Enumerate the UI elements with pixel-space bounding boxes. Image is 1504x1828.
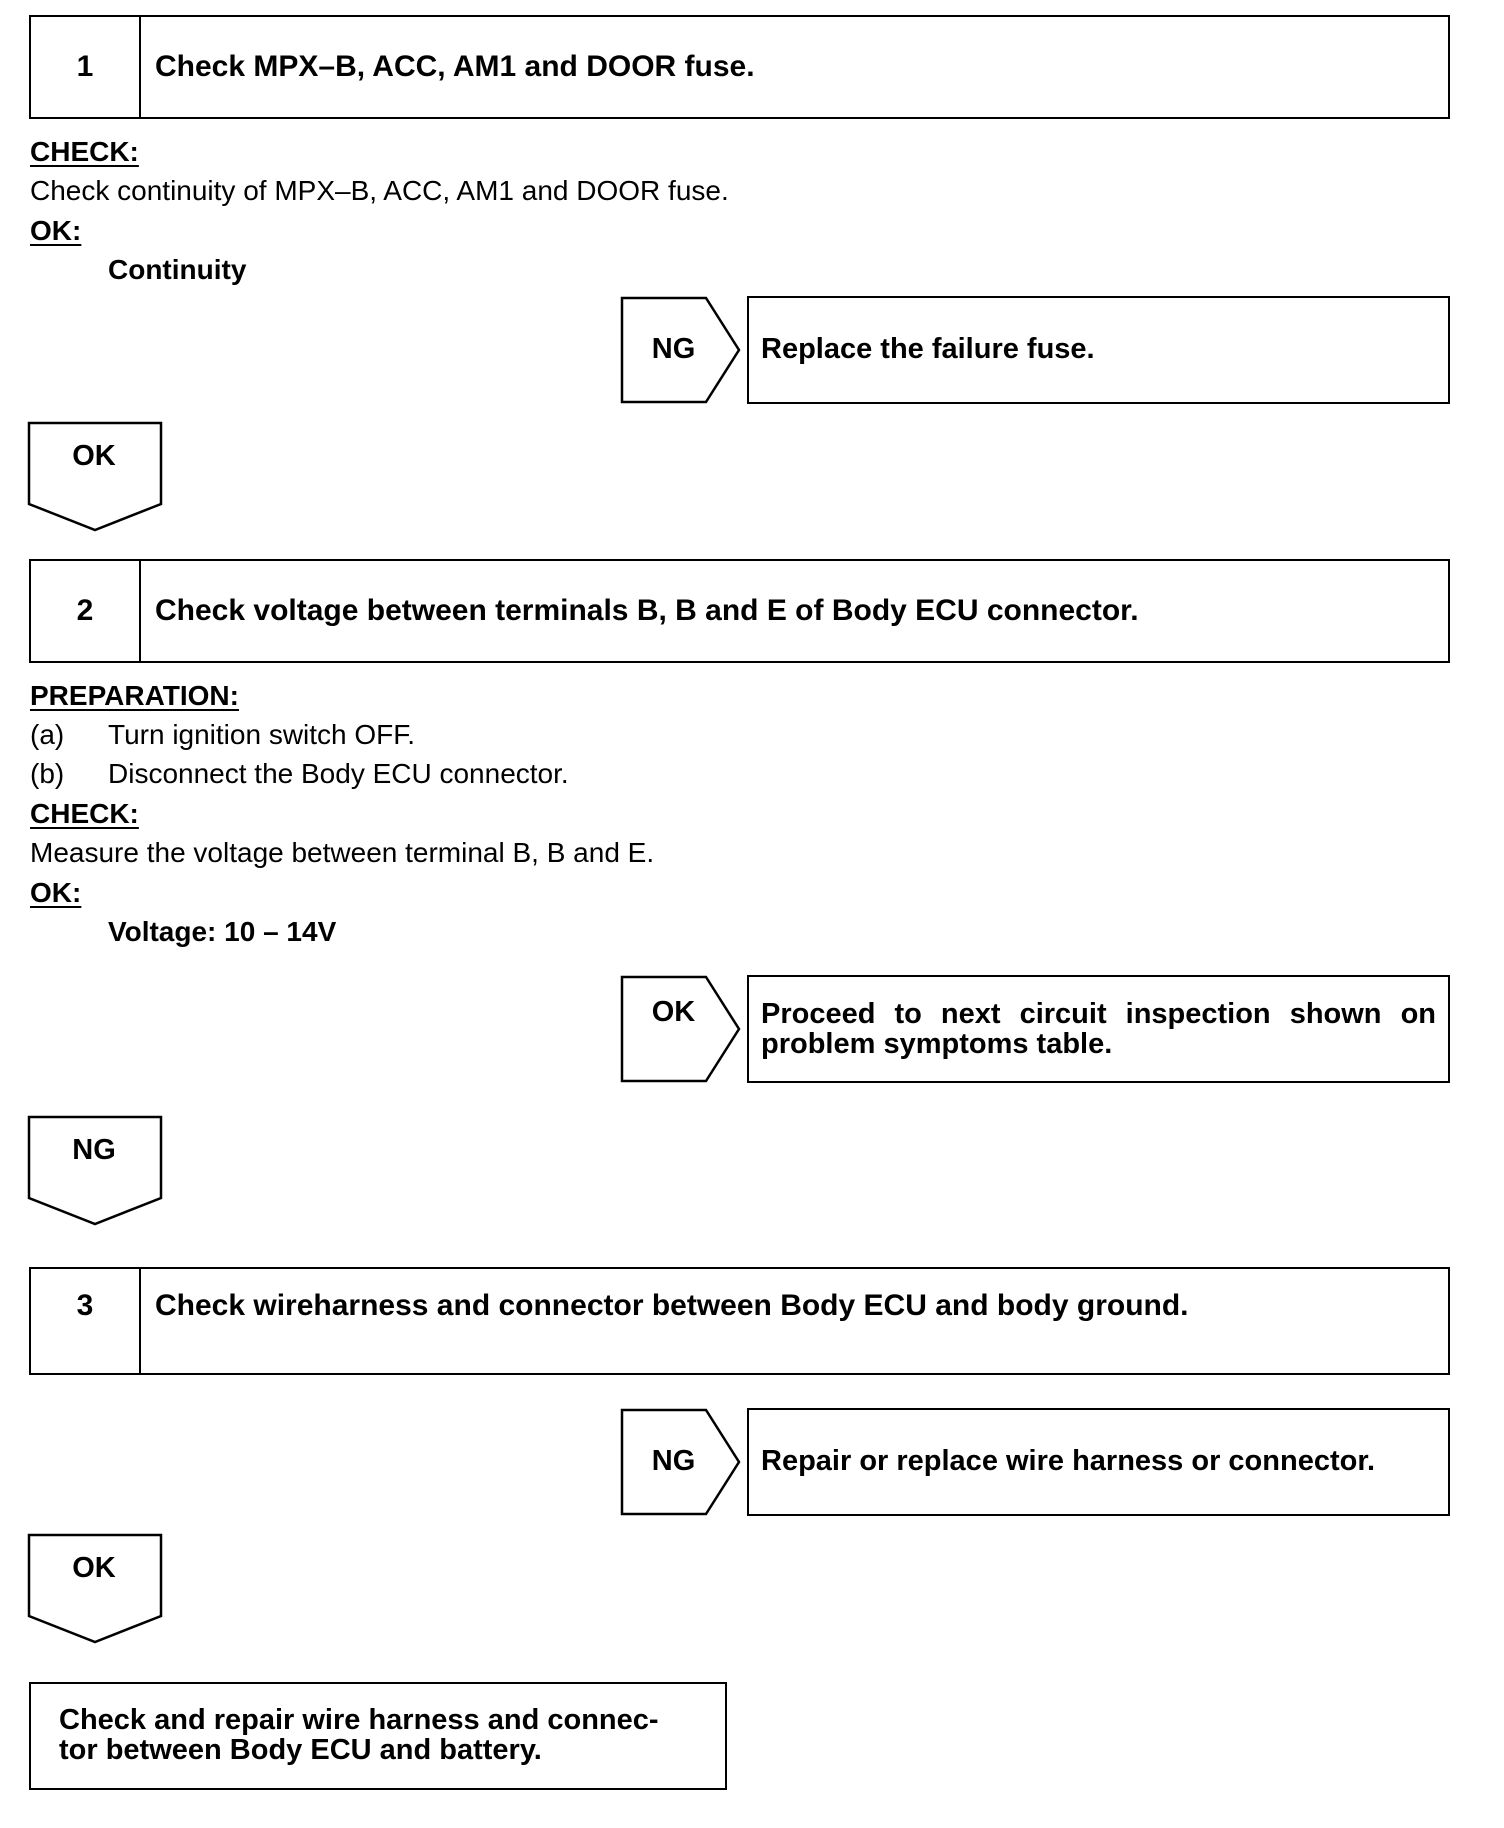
step-1-ng-tag: [620, 296, 742, 404]
step-3-header: [29, 1267, 1450, 1375]
step-2-number: 2: [31, 561, 141, 661]
step-1-title: Check MPX–B, ACC, AM1 and DOOR fuse.: [155, 50, 755, 83]
prep-item-text: Turn ignition switch OFF.: [108, 719, 416, 750]
step-2-preparation-heading: PREPARATION:: [30, 680, 239, 711]
step-3-ng-result-text: Repair or replace wire harness or connector.: [761, 1445, 1376, 1477]
step-3-ok-label: OK: [72, 1552, 116, 1584]
step-3-ok-tag: [27, 1533, 165, 1645]
right-arrow-tag-shape: [620, 975, 742, 1083]
step-2-check-text: Measure the voltage between terminal B, B and E.: [30, 837, 655, 868]
down-arrow-tag-shape: [27, 421, 165, 533]
step-1-ok-tag: [27, 421, 165, 533]
step-3-title: Check wireharness and connector between Body ECU and body ground.: [155, 1289, 1189, 1322]
step-3-ng-result: [747, 1408, 1450, 1516]
step-1-ok-label: OK: [72, 440, 116, 472]
step-2-check-heading: CHECK:: [30, 798, 139, 829]
step-3-ng-tag: [620, 1408, 742, 1516]
step-1-ok-heading: OK:: [30, 215, 82, 246]
final-action-box: [29, 1682, 727, 1790]
prep-item-label: (b): [30, 758, 65, 789]
prep-item-label: (a): [30, 719, 65, 750]
step-1-number: 1: [31, 17, 141, 117]
down-arrow-tag-shape: [27, 1115, 165, 1227]
step-1-ng-result: [747, 296, 1450, 404]
step-2-ok-value: Voltage: 10 – 14V: [108, 916, 337, 947]
step-2-ok-tag: [620, 975, 742, 1083]
final-action-text: Check and repair wire harness and connec- tor between Body ECU and battery.: [59, 1704, 659, 1766]
step-3-number: 3: [31, 1269, 141, 1373]
down-arrow-tag-shape: [27, 1533, 165, 1645]
step-1-ng-result-text: Replace the failure fuse.: [761, 333, 1095, 365]
step-1-check-heading: CHECK:: [30, 136, 139, 167]
step-2-title: Check voltage between terminals B, B and E of Body ECU connector.: [155, 594, 1139, 627]
step-1-ok-value: Continuity: [108, 254, 247, 285]
step-2-header: [29, 559, 1450, 663]
step-2-ng-label: NG: [72, 1134, 116, 1166]
step-2-ok-result-text: Proceed to next circuit inspection shown on problem symptoms table.: [761, 998, 1436, 1060]
step-2-ok-result: [747, 975, 1450, 1083]
step-1-header: [29, 15, 1450, 119]
prep-item-text: Disconnect the Body ECU connector.: [108, 758, 569, 789]
step-1-ng-label: NG: [651, 333, 696, 365]
step-3-ng-label: NG: [651, 1445, 696, 1477]
step-2-ng-tag: [27, 1115, 165, 1227]
step-2-ok-heading: OK:: [30, 877, 82, 908]
step-2-ok-label: OK: [651, 996, 696, 1028]
step-1-check-text: Check continuity of MPX–B, ACC, AM1 and DOOR fuse.: [30, 175, 729, 206]
